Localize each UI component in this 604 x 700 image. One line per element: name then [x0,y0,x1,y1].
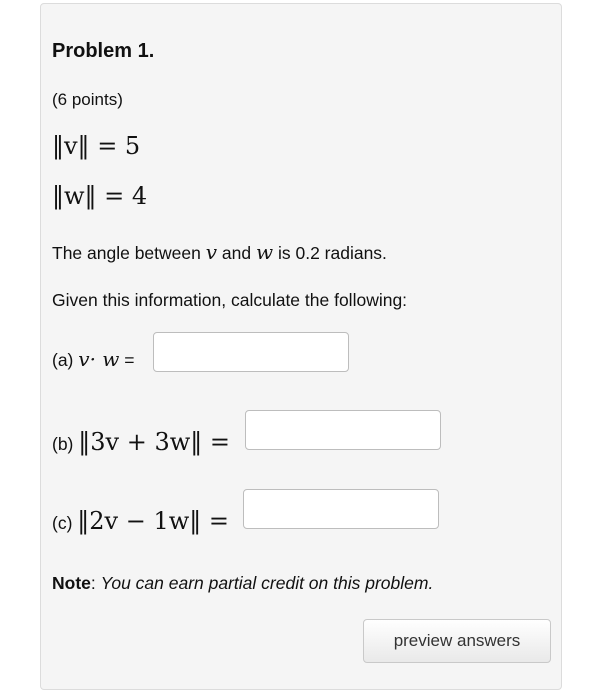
part-c-label [52,507,229,535]
var-v: v [205,240,218,264]
norm-w-equation: ‖w‖ = 4 [52,182,148,210]
answer-b-input[interactable] [245,410,441,450]
part-a-equals: = [119,350,135,370]
points-label: (6 points) [52,90,123,109]
part-b-label [52,428,230,456]
preview-answers-button[interactable]: preview answers [363,619,551,663]
given-statement: Given this information, calculate the following: [52,290,408,310]
note-body: You can earn partial credit on this problem. [100,573,434,593]
problem-panel [40,3,562,690]
part-b-letter: (b) [52,434,74,454]
part-a-expression: v· w [78,347,120,371]
angle-suffix: is 0.2 radians. [273,243,387,263]
part-c-letter: (c) [52,513,73,533]
part-a-letter: (a) [52,350,74,370]
note-separator: : [90,573,101,593]
part-c-expression: ‖2v − 1w‖ = [77,507,230,535]
answer-c-input[interactable] [243,489,439,529]
var-w: w [255,240,274,264]
note-text [52,573,433,594]
norm-v-equation: ‖v‖ = 5 [52,132,141,160]
angle-statement [52,240,387,264]
angle-mid: and [217,243,256,263]
problem-title: Problem 1. [52,40,155,62]
part-a-label [52,347,135,371]
answer-a-input[interactable] [153,332,349,372]
note-label: Note [52,573,91,593]
angle-prefix: The angle between [52,243,206,263]
part-b-expression: ‖3v + 3w‖ = [78,428,231,456]
